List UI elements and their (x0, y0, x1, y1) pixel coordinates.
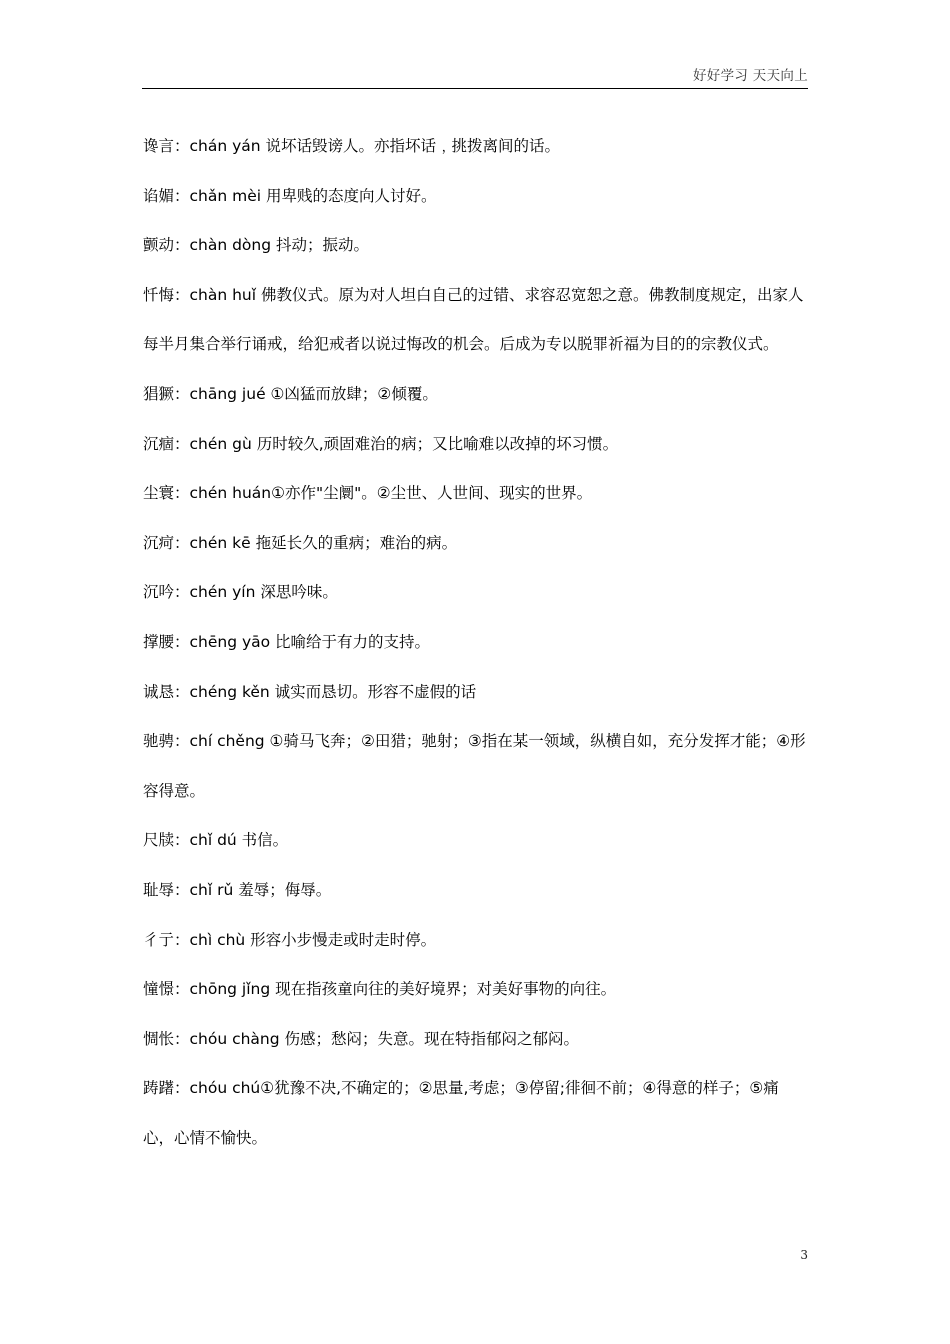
vocabulary-entry: 谄媚：chǎn mèi 用卑贱的态度向人讨好。 (143, 186, 437, 205)
vocabulary-entry: 踌躇：chóu chú①犹豫不决,不确定的；②思量,考虑；③停留;徘徊不前；④得意的样子；⑤痛心，心情不愉快。 (143, 1079, 779, 1147)
vocabulary-entry: 憧憬：chōng jǐng 现在指孩童向往的美好境界；对美好事物的向往。 (143, 980, 617, 999)
vocabulary-entry: 沉痼：chén gù 历时较久,顽固难治的病；又比喻难以改掉的坏习惯。 (143, 434, 619, 453)
vocabulary-entry: 尘寰：chén huán①亦作"尘阛"。②尘世、人世间、现实的世界。 (143, 484, 593, 503)
vocabulary-entry: 沉吟：chén yín 深思吟味。 (143, 583, 338, 602)
vocabulary-entry: 诚恳：chéng kěn 诚实而恳切。形容不虚假的话 (143, 682, 477, 701)
vocabulary-entry: 惆怅：chóu chàng 伤感；愁闷；失意。现在特指郁闷之郁闷。 (143, 1029, 580, 1048)
vocabulary-entry: 耻辱：chǐ rǔ 羞辱；侮辱。 (143, 880, 332, 899)
vocabulary-entry: 尺牍：chǐ dú 书信。 (143, 831, 289, 850)
vocabulary-entry: 谗言：chán yán 说坏话毁谤人。亦指坏话﹐挑拨离间的话。 (143, 137, 561, 155)
page-header (142, 66, 808, 89)
vocabulary-entry: 撑腰：chēng yāo 比喻给于有力的支持。 (143, 632, 431, 651)
header-motto: 好好学习 天天向上 (693, 68, 808, 84)
vocabulary-entry: 沉疴：chén kē 拖延长久的重病；难治的病。 (143, 533, 458, 552)
vocabulary-entry: 猖獗：chāng jué ①凶猛而放肆；②倾覆。 (143, 384, 438, 403)
vocabulary-entry: 彳亍：chì chù 形容小步慢走或时走时停。 (143, 930, 437, 949)
vocabulary-entry: 忏悔：chàn huǐ 佛教仪式。原为对人坦白自己的过错、求容忍宽恕之意。佛教制度规定，出家人每半月集合举行诵戒，给犯戒者以说过悔改的机会。后成为专以脱罪祈福为目的的宗教仪式。 (143, 285, 804, 354)
vocabulary-list (143, 122, 809, 1163)
vocabulary-entry: 颤动：chàn dòng 抖动；振动。 (143, 236, 370, 255)
vocabulary-entry: 驰骋：chí chěng ①骑马飞奔；②田猎；驰射；③指在某一领域，纵横自如，充分发挥才能；④形容得意。 (143, 732, 806, 800)
page-number: 3 (800, 1248, 808, 1262)
